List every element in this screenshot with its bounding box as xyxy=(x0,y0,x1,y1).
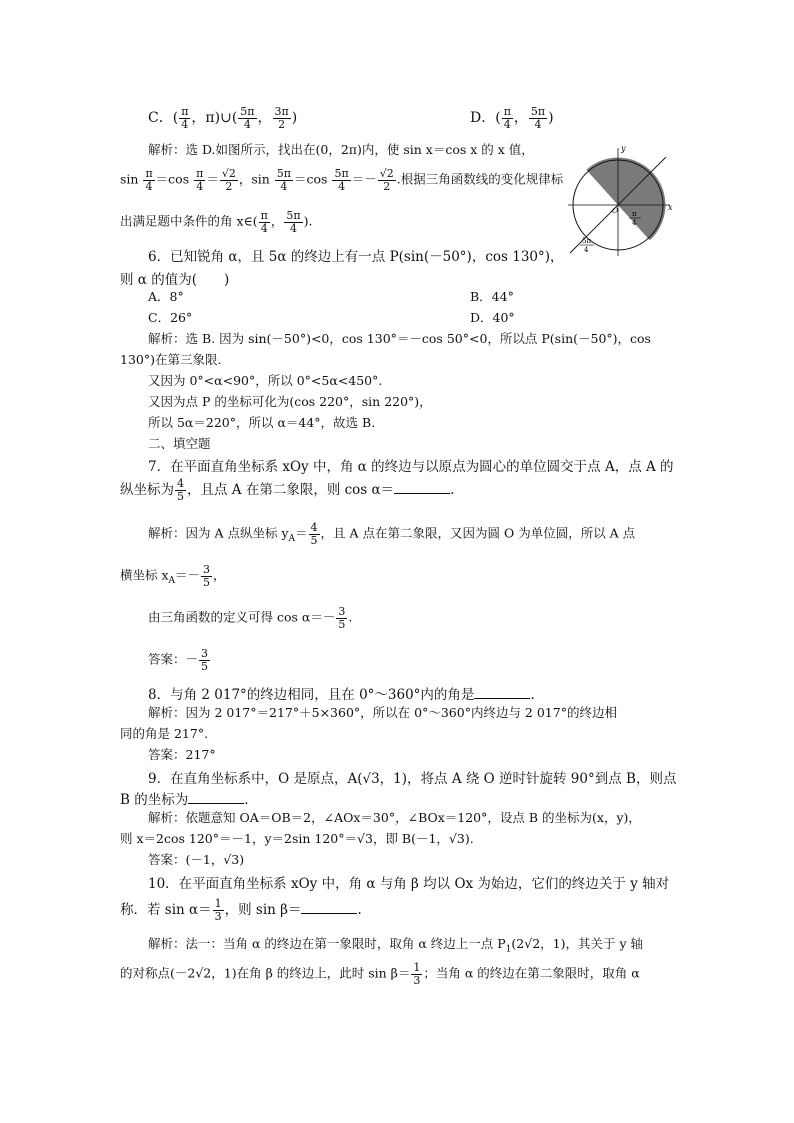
q8-stem: 8．与角 2 017°的终边相同，且在 0°～360°内的角是 . xyxy=(148,687,535,703)
q6-option-b: B．44° xyxy=(470,289,514,304)
q8-answer-blank xyxy=(474,687,530,699)
q7-solution-line3: 由三角函数的定义可得 cos α＝－ $\frac{3}{5}$ . xyxy=(148,605,353,631)
q6-option-a: A．8° xyxy=(148,289,184,304)
q7-answer-blank xyxy=(394,482,450,494)
q5-option-d: D．( $\frac{\pi}{4}$ ， $\frac{5\pi}{4}$ ) xyxy=(470,105,554,131)
q7-solution-line2: 横坐标 $x_A=-$ $\frac{3}{5}$ ， xyxy=(120,563,226,589)
y-axis-label: y xyxy=(621,144,626,153)
q10-stem-line2: 称．若 sin α＝ $\frac{1}{3}$ ，则 sin β＝ . xyxy=(120,897,362,923)
q9-stem-line1: 9．在直角坐标系中，O 是原点，A(√3，1)，将点 A 绕 O 逆时针旋转 90°到点 B，则点 xyxy=(148,771,677,787)
q9-answer-blank xyxy=(188,792,244,804)
q6-stem-line2: 则 α 的值为( ) xyxy=(120,272,230,288)
q7-answer: 答案：－ $\frac{3}{5}$ xyxy=(148,647,209,673)
q6-solution-line2: 130°)在第三象限. xyxy=(120,352,222,367)
q9-answer: 答案：(－1，√3) xyxy=(148,852,245,867)
x-axis-label: x xyxy=(668,203,673,212)
q6-solution-line3: 又因为 0°<α<90°，所以 0°<5α<450°. xyxy=(148,373,383,388)
q8-answer: 答案：217° xyxy=(148,747,216,762)
q10-stem-line1: 10．在平面直角坐标系 xOy 中，角 α 与角 β 均以 Ox 为始边，它们的终边关于 y 轴对 xyxy=(148,876,670,892)
q6-solution-line4: 又因为点 P 的坐标可化为(cos 220°，sin 220°)， xyxy=(148,394,432,409)
q8-solution-line1: 解析：因为 2 017°＝217°＋5×360°，所以在 0°～360°内终边与 2 017°的终边相 xyxy=(148,705,617,720)
origin-label: O xyxy=(612,206,619,215)
q5-solution-line3: 出满足题中条件的角 x∈( $\frac{\pi}{4}$ ， $\frac{5\pi}{4}$ ). xyxy=(120,209,313,235)
pi-over-4-den: 4 xyxy=(632,219,637,227)
q6-solution-line5: 所以 5α＝220°，所以 α＝44°，故选 B. xyxy=(148,415,376,430)
five-pi-over-4-num: 5π xyxy=(582,237,592,245)
q7-stem-line2: 纵坐标为 $\frac{4}{5}$ ，且点 A 在第二象限，则 cos α＝ . xyxy=(120,477,455,503)
q5-solution-line2: sin $\frac{\pi}{4}$ ＝cos $\frac{\pi}{4}$ ＝ $\frac{√2}{2}$ ，sin $\frac{5\pi}{4}$ ＝cos $\frac{5\pi}{4}$ ＝－ $\frac{√2}{2}$ .根据三角函数线的变化规律标 xyxy=(120,167,564,193)
q6-solution-line1: 解析：选 B. 因为 sin(－50°)<0，cos 130°＝－cos 50°<0，所以点 P(sin(－50°)，cos xyxy=(148,331,651,346)
q10-solution-line1: 解析：法一：当角 α 的终边在第一象限时，取角 α 终边上一点 $P_1(2√2$，1)，其关于 y 轴 xyxy=(148,936,644,955)
q8-solution-line2: 同的角是 217°. xyxy=(120,726,209,741)
q10-solution-line2: 的对称点(－2√2，1)在角 β 的终边上，此时 sin β＝ $\frac{1}{3}$ ；当角 α 的终边在第二象限时，取角 α xyxy=(120,961,640,987)
q10-answer-blank xyxy=(301,902,357,914)
q9-stem-line2: B 的坐标为 . xyxy=(120,792,249,808)
q9-solution-line2: 则 x＝2cos 120°＝－1，y＝2sin 120°＝√3，即 B(－1，√3). xyxy=(120,831,474,846)
section-title-fill-blank: 二、填空题 xyxy=(148,436,211,451)
pi-over-4-num: π xyxy=(632,210,637,218)
unit-circle-figure xyxy=(566,140,676,260)
q7-solution-line1: 解析：因为 A 点纵坐标 $y_A=$ $\frac{4}{5}$ ，且 A 点在第二象限，又因为圆 O 为单位圆，所以 A 点 xyxy=(148,521,636,547)
q6-option-d: D．40° xyxy=(470,310,515,325)
q5-option-c: C．( $\frac{\pi}{4}$ ，π)∪( $\frac{5\pi}{4}$ ， $\frac{3\pi}{2}$ ) xyxy=(148,105,298,131)
q5-solution-line1: 解析：选 D.如图所示，找出在(0，2π)内，使 sin x＝cos x 的 x 值， xyxy=(148,142,534,157)
q9-solution-line1: 解析：依题意知 OA＝OB＝2，∠AOx＝30°，∠BOx＝120°，设点 B 的坐标为(x，y)， xyxy=(148,810,641,825)
q6-option-c: C．26° xyxy=(148,310,193,325)
five-pi-over-4-den: 4 xyxy=(584,246,589,254)
q7-stem-line1: 7．在平面直角坐标系 xOy 中，角 α 的终边与以原点为圆心的单位圆交于点 A，点 A 的 xyxy=(148,459,674,475)
q6-stem-line1: 6．已知锐角 α，且 5α 的终边上有一点 P(sin(－50°)，cos 130°)， xyxy=(148,249,564,265)
